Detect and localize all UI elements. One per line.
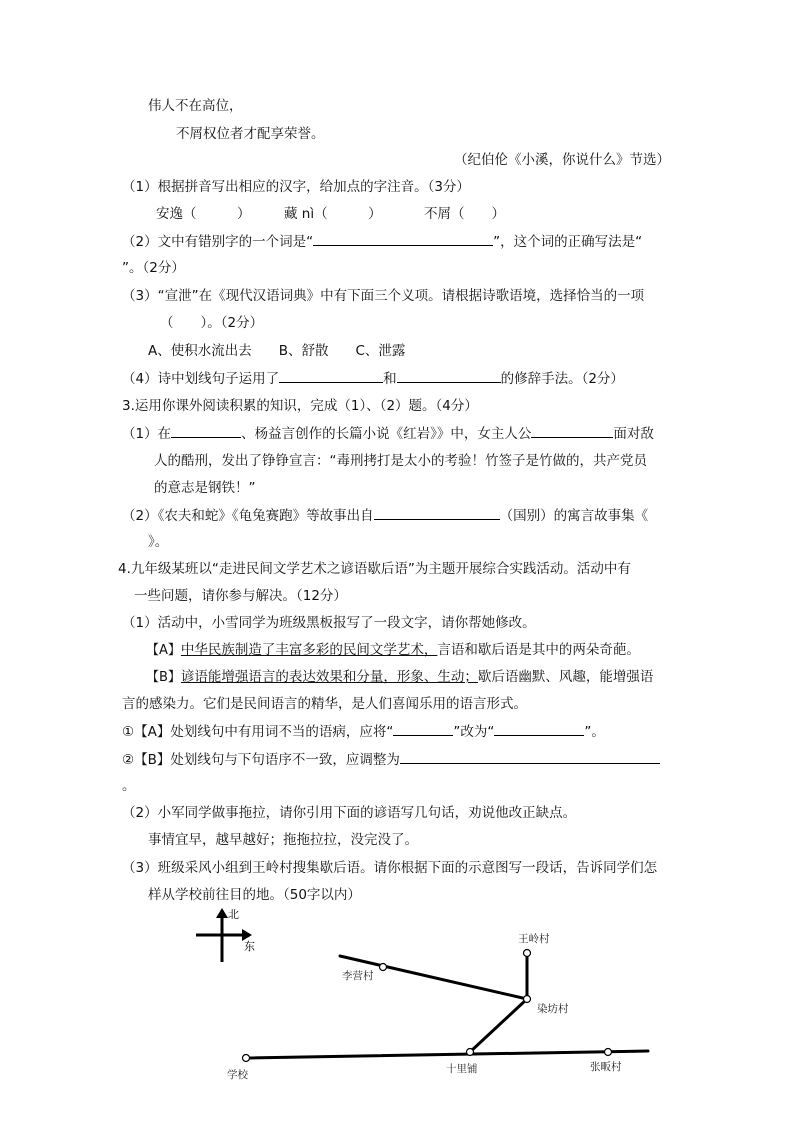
node-shilipu xyxy=(467,1049,474,1056)
poem-line-2: 不屑权位者才配享荣誉。 xyxy=(176,126,325,142)
place-label: 学校 xyxy=(227,1069,248,1081)
pinyin-item-c: 不屑（ ） xyxy=(424,206,505,222)
paragraph-b-rest: 歇后语幽默、风趣，能增强语 xyxy=(477,669,654,685)
place-label: 李营村 xyxy=(342,970,374,982)
pinyin-item-a: 安逸（ ） xyxy=(156,206,251,222)
paragraph-b-line-2: 言的感染力。它们是民间语言的精华，是人们喜闻乐用的语言形式。 xyxy=(122,696,527,712)
road-ranfang xyxy=(470,999,527,1052)
node-school xyxy=(243,1055,250,1062)
q2-2-text-c: ”。（2分） xyxy=(122,260,185,276)
question-2-1: （1）根据拼音写出相应的汉字，给加点的字注音。（3分） xyxy=(122,179,470,195)
node-liying xyxy=(380,964,387,971)
poem-source: （纪伯伦《小溪，你说什么》节选） xyxy=(454,152,670,168)
paragraph-a-rest: 言语和歇后语是其中的两朵奇葩。 xyxy=(437,642,640,658)
q4-c2-text-a: ②【B】处划线句与下句语序不一致，应调整为 xyxy=(122,752,400,768)
question-4-3-line-2: 样从学校前往目的地。（50字以内） xyxy=(148,887,361,903)
q4-c1-text-a: ①【A】处划线句中有用词不当的语病，应将“ xyxy=(122,724,394,740)
node-zhangfan xyxy=(605,1049,612,1056)
question-4-title-line-2: 一些问题，请你参与解决。（12分） xyxy=(134,588,347,604)
poem-line-1: 伟人不在高位， xyxy=(148,98,243,114)
q3-2-text-b: （国别）的寓言故事集《 xyxy=(499,508,649,524)
place-label: 染坊村 xyxy=(537,1003,569,1015)
question-2-3: （3）“宣泄”在《现代汉语词典》中有下面三个义项。请根据诗歌语境，选择恰当的一项 xyxy=(122,288,645,304)
question-4-title: 4.九年级某班以“走进民间文学艺术之谚语歇后语”为主题开展综合实践活动。活动中有 xyxy=(118,561,631,577)
place-label: 十里铺 xyxy=(446,1063,478,1075)
question-3-title: 3.运用你课外阅读积累的知识，完成（1）、（2）题。（4分） xyxy=(122,398,478,414)
q3-1-text-a: （1）在 xyxy=(122,426,172,442)
question-3-2-line-2: 》。 xyxy=(148,534,169,550)
question-3-1-line-2: 人的酷刑，发出了铮铮宣言：“毒刑拷打是太小的考验！竹签子是竹做的，共产党员 xyxy=(154,453,647,469)
q2-2-text-b: ”，这个词的正确写法是“ xyxy=(493,234,643,250)
q4-c1-text-c: ”。 xyxy=(584,724,605,740)
q3-1-text-b: 、杨益言创作的长篇小说《红岩》》中，女主人公 xyxy=(241,426,532,442)
place-label: 张畈村 xyxy=(590,1061,622,1073)
compass-east-label: 东 xyxy=(244,940,255,953)
question-2-3-options: A、使积水流出去 B、舒散 C、泄露 xyxy=(148,343,406,359)
proverb-quote: 事情宜早，越早越好；拖拖拉拉，没完没了。 xyxy=(148,832,418,848)
node-ranfang xyxy=(524,996,531,1003)
compass-north-label: 北 xyxy=(228,908,239,921)
q2-2-text-a: （2）文中有错别字的一个词是“ xyxy=(122,234,314,250)
q2-4-text-a: （4）诗中划线句子运用了 xyxy=(122,371,280,387)
compass-icon xyxy=(196,908,252,962)
question-4-1: （1）活动中，小雪同学为班级黑板报写了一段文字，请你帮她修改。 xyxy=(122,615,536,631)
q2-4-text-c: 的修辞手法。（2分） xyxy=(500,371,624,387)
road-main xyxy=(246,1051,648,1058)
q3-2-text-a: （2）《农夫和蛇》《龟兔赛跑》等故事出自 xyxy=(122,508,374,524)
tag-b: 【B】 xyxy=(146,670,181,685)
question-2-3-choice: （ ）。（2分） xyxy=(160,315,264,331)
underlined-sentence-b: 谚语能增强语言的表达效果和分量，形象、生动； xyxy=(180,669,478,685)
question-4-2: （2）小军同学做事拖拉，请你引用下面的谚语写几句话，劝说他改正缺点。 xyxy=(122,805,577,821)
q3-1-text-c: 面对敌 xyxy=(613,426,654,442)
place-label: 王岭村 xyxy=(518,933,550,945)
node-wangling xyxy=(524,950,531,957)
q4-c1-text-b: ”改为“ xyxy=(453,724,495,740)
question-4-1-item-2-end: 。 xyxy=(122,778,136,794)
pinyin-item-b: 藏 nì（ ） xyxy=(284,206,382,222)
q2-4-text-b: 和 xyxy=(383,371,397,387)
question-4-3: （3）班级采风小组到王岭村搜集歇后语。请你根据下面的示意图写一段话，告诉同学们怎 xyxy=(122,860,658,876)
question-3-1-line-3: 的意志是钢铁！” xyxy=(154,480,256,496)
tag-a: 【A】 xyxy=(146,643,181,658)
underlined-sentence-a: 中华民族制造了丰富多彩的民间文学艺术， xyxy=(180,642,438,658)
